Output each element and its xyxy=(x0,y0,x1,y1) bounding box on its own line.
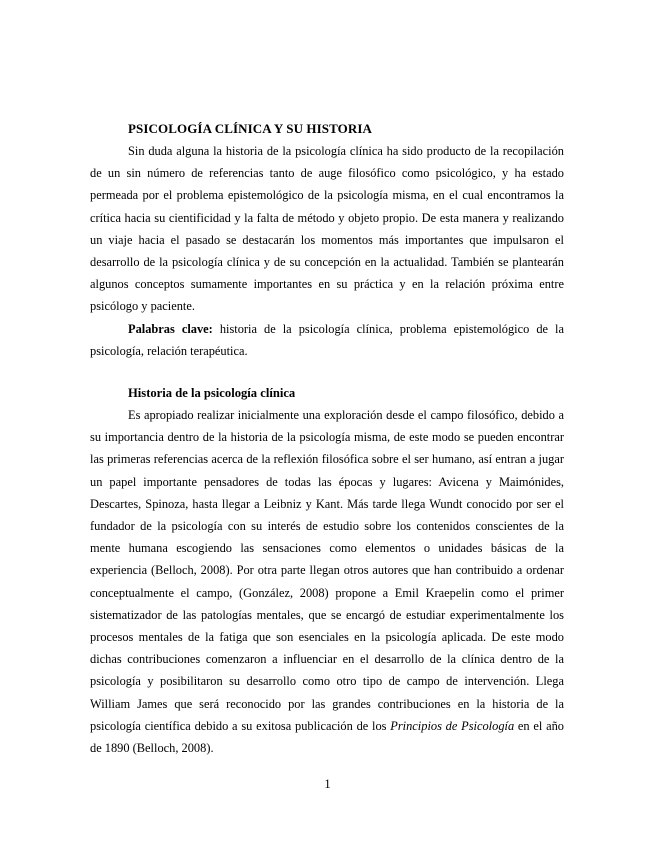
book-title: Principios de Psicología xyxy=(390,718,515,733)
section-heading: Historia de la psicología clínica xyxy=(128,386,296,401)
section-paragraph-end: en el año de 1890 (Belloch, 2008). xyxy=(90,718,565,756)
section-paragraph-main: Es apropiado realizar inicialmente una exploración desde el campo filosófico, debido a su importancia dentro de la historia de la psicología misma, de este modo se pueden encontrar las primeras referencias acerca de la reflexión filosófica sobre el ser humano, así entran a jugar un papel importante pensadores de todas las épocas y lugares: Avicena y Maimónides, Descartes, Spinoza, hasta llegar a Leibniz y Kant. Más tarde llega Wundt conocido por ser el fundador de la psicología con su interés de estudio sobre los contenidos conscientes de la mente humana escogiendo las sensaciones como elementos o unidades básicas de la experiencia (Belloch, 2008). Por otra parte llegan otros autores que han contribuido a ordenar conceptualmente el campo, (González, 2008) propone a Emil Kraepelin como el primer sistematizador de las patologías mentales, que se encargó de estudiar experimentalmente los procesos mentales de la fatiga que son esenciales en la psicología aplicada. De este modo dichas contribuciones comenzaron a influenciar en el desarrollo de la clínica dentro de la psicología y posibilitaron su desarrollo como otro tipo de campo de intervención. Llega William James que será reconocido por las grandes contribuciones en la historia de la psicología científica debido a su exitosa publicación de los xyxy=(90,408,564,733)
intro-paragraph: Sin duda alguna la historia de la psicología clínica ha sido producto de la recopilación de un sin número de referencias tanto de auge filosófico como psicológico, y ha estado permeada por el problema epistemológico de la psicología misma, en el cual encontramos la crítica hacia su cientificidad y la falta de método y objeto propio. De esta manera y realizando un viaje hacia el pasado se destacarán los momentos más importantes que impulsaron el desarrollo de la psicología clínica y de su concepción en la actualidad. También se plantearán algunos conceptos sumamente importantes en su práctica y en la relación próxima entre psicólogo y paciente. xyxy=(90,144,564,314)
section-paragraph xyxy=(90,404,564,759)
document-page xyxy=(90,118,564,759)
keywords-text: historia de la psicología clínica, problema epistemológico de la psicología, relación terapéutica. xyxy=(90,321,564,358)
keywords-paragraph xyxy=(90,318,564,362)
page-number: 1 xyxy=(324,777,331,791)
keywords-label: Palabras clave: xyxy=(128,321,213,336)
document-title: PSICOLOGÍA CLÍNICA Y SU HISTORIA xyxy=(128,121,373,136)
